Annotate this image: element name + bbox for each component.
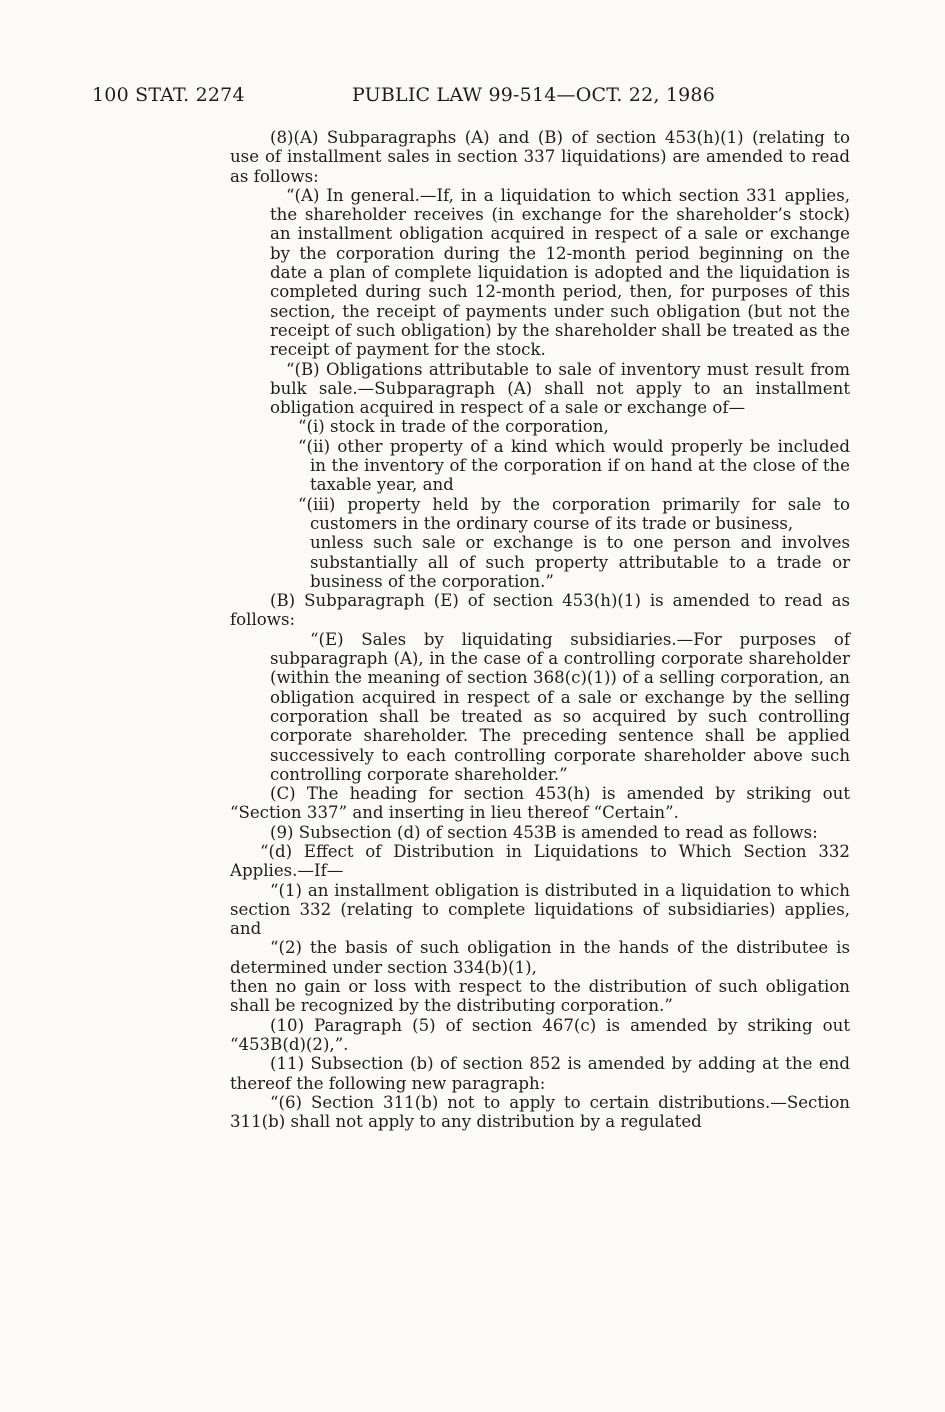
flush-then: then no gain or loss with respect to the distribution of such obligation shall be recognized by the distributing corporation.” <box>230 977 850 1016</box>
paragraph-8b: (B) Subparagraph (E) of section 453(h)(1) is amended to read as follows: <box>230 591 850 630</box>
subpara-e-liquidating: “(E) Sales by liquidating subsidiaries.—For purposes of subparagraph (A), in the case of a controlling corporate shareholder (within the meaning of section 368(c)(1)) of a selling corporation, an obligation acquired in respect of a sale or exchange by the selling corporation shall be treated as so acquired by such controlling corporate shareholder. The preceding sentence shall be applied successively to each controlling corporate shareholder above such controlling corporate shareholder.” <box>270 629 850 784</box>
item-2: “(2) the basis of such obligation in the hands of the distributee is determined under section 334(b)(1), <box>230 938 850 977</box>
statute-text <box>230 128 850 1131</box>
paragraph-8c: (C) The heading for section 453(h) is amended by striking out “Section 337” and inserting in lieu thereof “Certain”. <box>230 784 850 823</box>
clause-iii: “(iii) property held by the corporation primarily for sale to customers in the ordinary course of its trade or business, <box>298 494 850 533</box>
paragraph-8a: (8)(A) Subparagraphs (A) and (B) of section 453(h)(1) (relating to use of installment sales in section 337 liquidations) are amended to read as follows: <box>230 128 850 186</box>
flush-unless: unless such sale or exchange is to one person and involves substantially all of such property attributable to a trade or business of the corporation.” <box>310 533 850 591</box>
public-law-citation: PUBLIC LAW 99-514—OCT. 22, 1986 <box>352 84 716 106</box>
subsection-d-heading: “(d) Effect of Distribution in Liquidations to Which Section 332 Applies.—If— <box>230 841 850 881</box>
paragraph-10: (10) Paragraph (5) of section 467(c) is amended by striking out “453B(d)(2),”. <box>230 1015 850 1054</box>
paragraph-9: (9) Subsection (d) of section 453B is amended to read as follows: <box>270 822 818 842</box>
clause-ii: “(ii) other property of a kind which would properly be included in the inventory of the corporation if on hand at the close of the taxable year, and <box>298 436 850 495</box>
stat-page-number: 100 STAT. 2274 <box>92 84 245 106</box>
subpara-a-in-general: “(A) In general.—If, in a liquidation to which section 331 applies, the shareholder receives (in exchange for the shareholder’s stock) an installment obligation acquired in respect of a sale or exchange by the corporation during the 12-month period beginning on the date a plan of complete liquidation is adopted and the liquidation is completed during such 12-month period, then, for purposes of this section, the receipt of payments under such obligation (but not the receipt of such obligation) by the shareholder shall be treated as the receipt of payment for the stock. <box>270 185 850 360</box>
paragraph-11: (11) Subsection (b) of section 852 is amended by adding at the end thereof the following new paragraph: <box>230 1054 850 1093</box>
item-1: “(1) an installment obligation is distributed in a liquidation to which section 332 (relating to complete liquidations of subsidiaries) applies, and <box>230 880 850 939</box>
clause-i: “(i) stock in trade of the corporation, <box>298 417 609 437</box>
subpara-b-inventory: “(B) Obligations attributable to sale of inventory must result from bulk sale.—Subparagraph (A) shall not apply to an installment obligation acquired in respect of a sale or exchange of— <box>270 359 850 418</box>
paragraph-6-section-311: “(6) Section 311(b) not to apply to certain distributions.—Section 311(b) shall not apply to any distribution by a regulated <box>230 1092 850 1132</box>
